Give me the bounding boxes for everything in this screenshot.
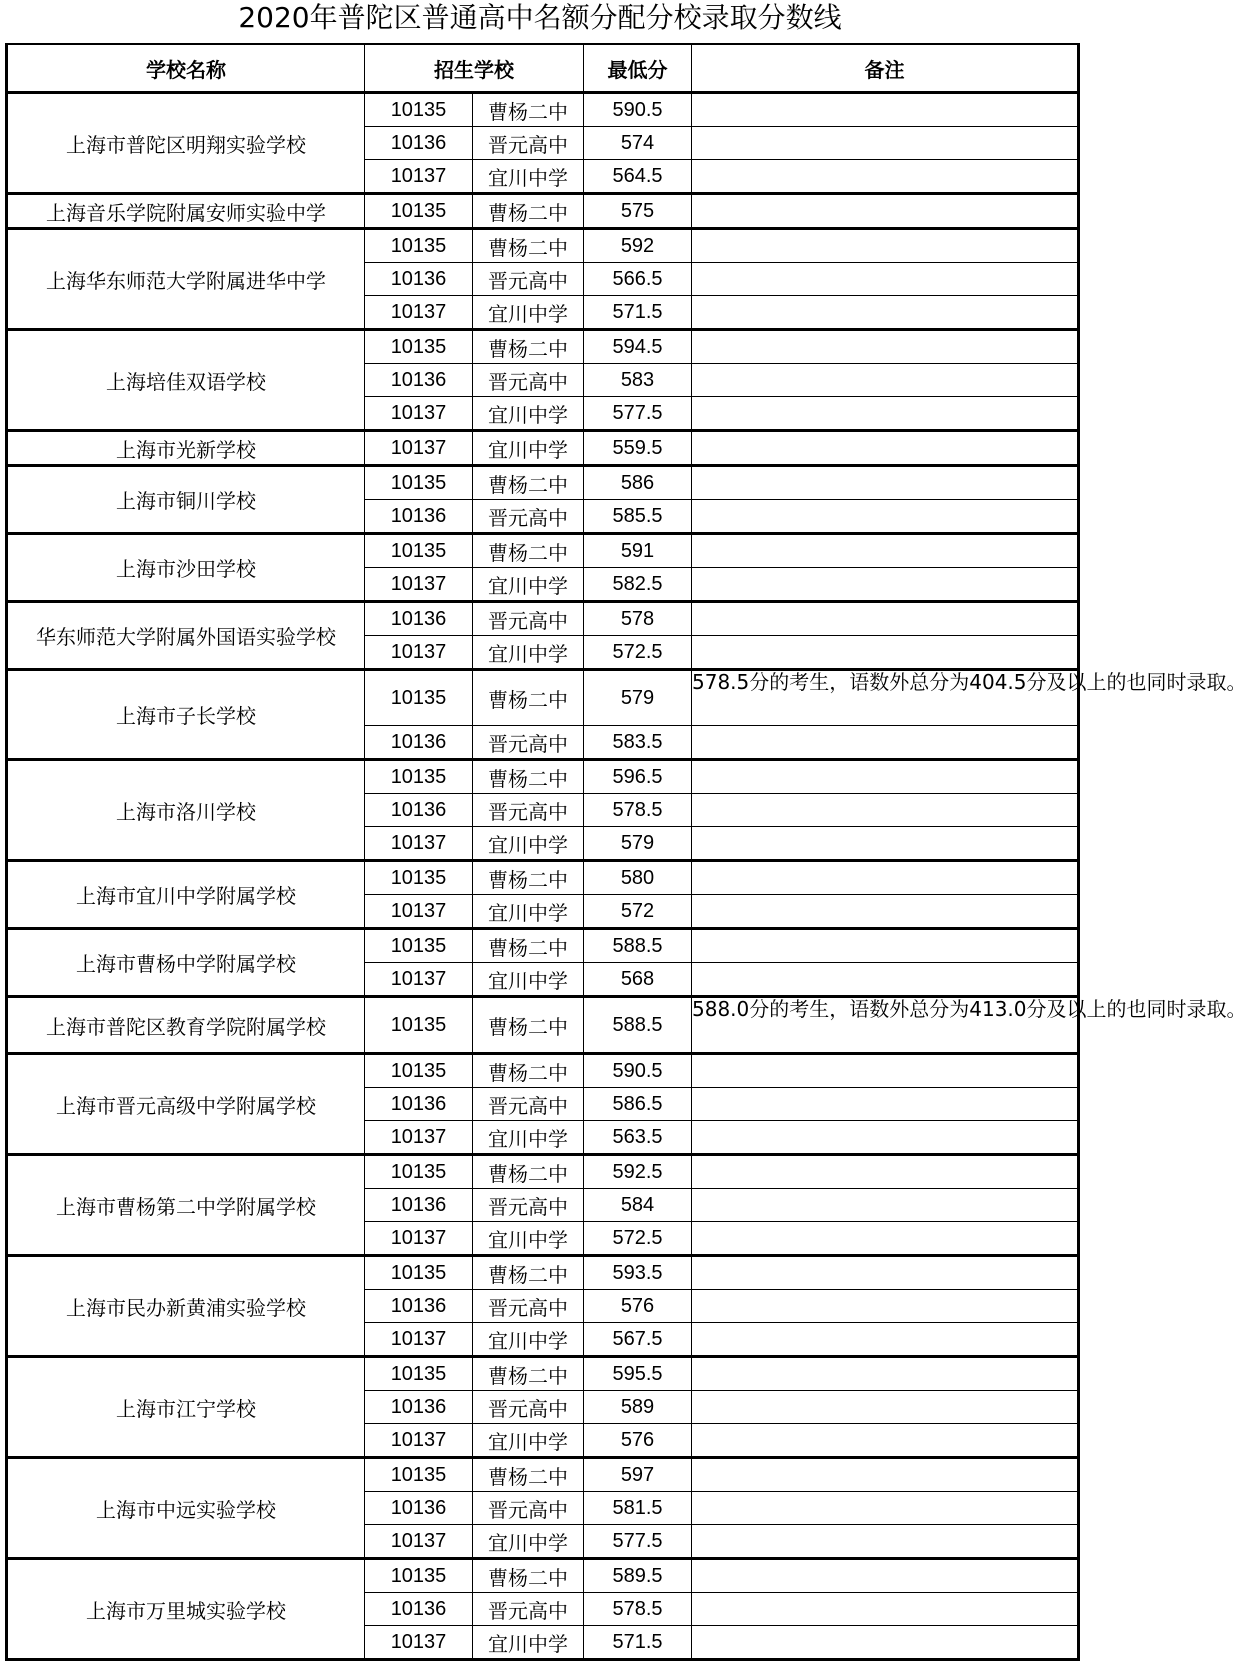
remarks-cell [692, 1424, 1079, 1458]
min-score-cell: 588.5 [584, 929, 692, 963]
school-code-cell: 10136 [365, 726, 473, 760]
table-row [7, 534, 1079, 568]
remarks-cell [692, 568, 1079, 602]
admitting-school-cell: 宜川中学 [473, 895, 584, 929]
admitting-school-cell: 曹杨二中 [473, 330, 584, 364]
min-score-cell: 572.5 [584, 636, 692, 670]
school-code-cell: 10136 [365, 602, 473, 636]
school-code-cell: 10137 [365, 827, 473, 861]
min-score-cell: 577.5 [584, 1525, 692, 1559]
min-score-cell: 559.5 [584, 431, 692, 466]
remarks-cell [692, 1323, 1079, 1357]
header-school-name: 学校名称 [7, 44, 365, 93]
school-code-cell: 10137 [365, 963, 473, 997]
admitting-school-cell: 晋元高中 [473, 726, 584, 760]
school-name-cell: 上海市江宁学校 [7, 1357, 365, 1458]
school-group [7, 1559, 1079, 1660]
admitting-school-cell: 宜川中学 [473, 397, 584, 431]
school-code-cell: 10136 [365, 1088, 473, 1121]
admitting-school-cell: 宜川中学 [473, 963, 584, 997]
admitting-school-cell: 晋元高中 [473, 1593, 584, 1626]
admitting-school-cell: 曹杨二中 [473, 1458, 584, 1492]
min-score-cell: 579 [584, 827, 692, 861]
admitting-school-cell: 晋元高中 [473, 794, 584, 827]
min-score-cell: 571.5 [584, 1626, 692, 1660]
remarks-cell [692, 1189, 1079, 1222]
school-name-cell: 上海市宜川中学附属学校 [7, 861, 365, 929]
school-code-cell: 10137 [365, 1121, 473, 1155]
school-group [7, 466, 1079, 534]
school-code-cell: 10135 [365, 1155, 473, 1189]
school-code-cell: 10135 [365, 1256, 473, 1290]
school-code-cell: 10136 [365, 1290, 473, 1323]
school-group [7, 194, 1079, 229]
school-group [7, 1357, 1079, 1458]
min-score-cell: 590.5 [584, 93, 692, 127]
admitting-school-cell: 晋元高中 [473, 364, 584, 397]
school-code-cell: 10135 [365, 670, 473, 726]
remarks-cell [692, 93, 1079, 127]
admitting-school-cell: 曹杨二中 [473, 1559, 584, 1593]
min-score-cell: 567.5 [584, 1323, 692, 1357]
school-name-cell: 上海市沙田学校 [7, 534, 365, 602]
school-name-cell: 上海培佳双语学校 [7, 330, 365, 431]
remarks-cell [692, 431, 1079, 466]
school-name-cell: 上海市中远实验学校 [7, 1458, 365, 1559]
table-header-row [7, 44, 1079, 93]
remarks-cell [692, 602, 1079, 636]
school-code-cell: 10137 [365, 1424, 473, 1458]
table-row [7, 861, 1079, 895]
min-score-cell: 576 [584, 1424, 692, 1458]
school-name-cell: 上海市洛川学校 [7, 760, 365, 861]
school-group [7, 1256, 1079, 1357]
remarks-cell [692, 263, 1079, 296]
school-code-cell: 10137 [365, 1525, 473, 1559]
admitting-school-cell: 宜川中学 [473, 296, 584, 330]
school-code-cell: 10137 [365, 636, 473, 670]
admitting-school-cell: 宜川中学 [473, 568, 584, 602]
remarks-cell [692, 1492, 1079, 1525]
admitting-school-cell: 宜川中学 [473, 1121, 584, 1155]
admitting-school-cell: 宜川中学 [473, 636, 584, 670]
remarks-cell [692, 229, 1079, 263]
admitting-school-cell: 曹杨二中 [473, 760, 584, 794]
remarks-cell [692, 127, 1079, 160]
school-code-cell: 10135 [365, 194, 473, 229]
header-remarks: 备注 [692, 44, 1079, 93]
min-score-cell: 584 [584, 1189, 692, 1222]
remarks-cell [692, 929, 1079, 963]
remarks-cell [692, 466, 1079, 500]
min-score-cell: 578 [584, 602, 692, 636]
remarks-cell: 578.5分的考生，语数外总分为404.5分及以上的也同时录取。 [692, 670, 1079, 726]
admitting-school-cell: 宜川中学 [473, 160, 584, 194]
admitting-school-cell: 曹杨二中 [473, 1357, 584, 1391]
school-name-cell: 上海市普陀区明翔实验学校 [7, 93, 365, 194]
school-code-cell: 10135 [365, 929, 473, 963]
table-row [7, 1054, 1079, 1088]
min-score-cell: 585.5 [584, 500, 692, 534]
min-score-cell: 578.5 [584, 794, 692, 827]
admitting-school-cell: 宜川中学 [473, 1525, 584, 1559]
table-row [7, 760, 1079, 794]
remarks-cell [692, 1290, 1079, 1323]
admitting-school-cell: 曹杨二中 [473, 1054, 584, 1088]
school-code-cell: 10136 [365, 1593, 473, 1626]
admitting-school-cell: 宜川中学 [473, 1222, 584, 1256]
min-score-cell: 588.5 [584, 997, 692, 1054]
table-row [7, 602, 1079, 636]
admitting-school-cell: 曹杨二中 [473, 194, 584, 229]
remarks-cell [692, 760, 1079, 794]
admitting-school-cell: 晋元高中 [473, 1290, 584, 1323]
school-group [7, 1155, 1079, 1256]
min-score-cell: 596.5 [584, 760, 692, 794]
remarks-cell [692, 1391, 1079, 1424]
min-score-cell: 568 [584, 963, 692, 997]
admitting-school-cell: 宜川中学 [473, 431, 584, 466]
table-row [7, 229, 1079, 263]
school-code-cell: 10137 [365, 1222, 473, 1256]
school-group [7, 1458, 1079, 1559]
school-group [7, 929, 1079, 997]
remarks-cell [692, 160, 1079, 194]
admitting-school-cell: 晋元高中 [473, 1189, 584, 1222]
min-score-cell: 576 [584, 1290, 692, 1323]
admitting-school-cell: 宜川中学 [473, 1323, 584, 1357]
remarks-cell [692, 794, 1079, 827]
school-code-cell: 10137 [365, 895, 473, 929]
admitting-school-cell: 晋元高中 [473, 1088, 584, 1121]
school-code-cell: 10136 [365, 1189, 473, 1222]
school-code-cell: 10135 [365, 1357, 473, 1391]
min-score-cell: 579 [584, 670, 692, 726]
school-name-cell: 华东师范大学附属外国语实验学校 [7, 602, 365, 670]
school-code-cell: 10137 [365, 1626, 473, 1660]
school-code-cell: 10137 [365, 397, 473, 431]
remarks-cell [692, 330, 1079, 364]
remarks-cell [692, 1559, 1079, 1593]
school-name-cell: 上海市子长学校 [7, 670, 365, 760]
min-score-cell: 572 [584, 895, 692, 929]
school-code-cell: 10135 [365, 1559, 473, 1593]
min-score-cell: 592 [584, 229, 692, 263]
table-row [7, 997, 1079, 1054]
school-group [7, 330, 1079, 431]
header-admitting-school: 招生学校 [365, 44, 584, 93]
remarks-cell [692, 364, 1079, 397]
min-score-cell: 574 [584, 127, 692, 160]
school-code-cell: 10136 [365, 263, 473, 296]
table-row [7, 431, 1079, 466]
school-code-cell: 10137 [365, 431, 473, 466]
admitting-school-cell: 曹杨二中 [473, 997, 584, 1054]
school-name-cell: 上海市曹杨第二中学附属学校 [7, 1155, 365, 1256]
school-group [7, 93, 1079, 194]
table-row [7, 670, 1079, 726]
min-score-cell: 595.5 [584, 1357, 692, 1391]
school-code-cell: 10137 [365, 1323, 473, 1357]
school-group [7, 760, 1079, 861]
remarks-cell [692, 827, 1079, 861]
school-name-cell: 上海音乐学院附属安师实验中学 [7, 194, 365, 229]
min-score-cell: 590.5 [584, 1054, 692, 1088]
min-score-cell: 564.5 [584, 160, 692, 194]
school-group [7, 431, 1079, 466]
min-score-cell: 589 [584, 1391, 692, 1424]
min-score-cell: 580 [584, 861, 692, 895]
min-score-cell: 593.5 [584, 1256, 692, 1290]
admitting-school-cell: 宜川中学 [473, 827, 584, 861]
school-code-cell: 10137 [365, 160, 473, 194]
table-row [7, 466, 1079, 500]
school-name-cell: 上海市民办新黄浦实验学校 [7, 1256, 365, 1357]
school-code-cell: 10136 [365, 1492, 473, 1525]
header-min-score: 最低分 [584, 44, 692, 93]
school-code-cell: 10137 [365, 296, 473, 330]
remarks-cell [692, 636, 1079, 670]
school-code-cell: 10136 [365, 500, 473, 534]
remarks-cell [692, 1088, 1079, 1121]
school-code-cell: 10135 [365, 330, 473, 364]
remarks-cell [692, 1458, 1079, 1492]
school-code-cell: 10137 [365, 568, 473, 602]
admitting-school-cell: 曹杨二中 [473, 1256, 584, 1290]
table-row [7, 1155, 1079, 1189]
admitting-school-cell: 晋元高中 [473, 602, 584, 636]
table-row [7, 929, 1079, 963]
school-name-cell: 上海华东师范大学附属进华中学 [7, 229, 365, 330]
min-score-cell: 591 [584, 534, 692, 568]
school-name-cell: 上海市曹杨中学附属学校 [7, 929, 365, 997]
min-score-cell: 582.5 [584, 568, 692, 602]
remarks-cell [692, 534, 1079, 568]
school-code-cell: 10135 [365, 1054, 473, 1088]
min-score-cell: 597 [584, 1458, 692, 1492]
remarks-cell [692, 1155, 1079, 1189]
school-group [7, 861, 1079, 929]
school-code-cell: 10135 [365, 1458, 473, 1492]
remarks-cell [692, 1593, 1079, 1626]
page-title: 2020年普陀区普通高中名额分配分校录取分数线 [238, 1, 842, 34]
remarks-cell [692, 726, 1079, 760]
min-score-cell: 583.5 [584, 726, 692, 760]
school-code-cell: 10136 [365, 364, 473, 397]
school-code-cell: 10136 [365, 127, 473, 160]
school-code-cell: 10135 [365, 466, 473, 500]
admitting-school-cell: 晋元高中 [473, 1391, 584, 1424]
school-group [7, 229, 1079, 330]
min-score-cell: 577.5 [584, 397, 692, 431]
admitting-school-cell: 宜川中学 [473, 1424, 584, 1458]
school-name-cell: 上海市光新学校 [7, 431, 365, 466]
table-row [7, 1357, 1079, 1391]
remarks-cell [692, 1626, 1079, 1660]
min-score-cell: 589.5 [584, 1559, 692, 1593]
admitting-school-cell: 曹杨二中 [473, 1155, 584, 1189]
school-group [7, 602, 1079, 670]
school-group [7, 534, 1079, 602]
admitting-school-cell: 曹杨二中 [473, 929, 584, 963]
min-score-cell: 578.5 [584, 1593, 692, 1626]
school-name-cell: 上海市晋元高级中学附属学校 [7, 1054, 365, 1155]
admission-score-table [5, 43, 1247, 1661]
min-score-cell: 581.5 [584, 1492, 692, 1525]
remarks-cell [692, 1054, 1079, 1088]
min-score-cell: 586.5 [584, 1088, 692, 1121]
admitting-school-cell: 曹杨二中 [473, 534, 584, 568]
remarks-cell [692, 1256, 1079, 1290]
admitting-school-cell: 晋元高中 [473, 1492, 584, 1525]
admitting-school-cell: 曹杨二中 [473, 229, 584, 263]
school-name-cell: 上海市普陀区教育学院附属学校 [7, 997, 365, 1054]
remarks-cell [692, 500, 1079, 534]
min-score-cell: 575 [584, 194, 692, 229]
school-group [7, 997, 1247, 1054]
school-code-cell: 10135 [365, 534, 473, 568]
school-group [7, 670, 1247, 760]
school-code-cell: 10135 [365, 229, 473, 263]
school-code-cell: 10135 [365, 861, 473, 895]
remarks-cell [692, 296, 1079, 330]
admitting-school-cell: 曹杨二中 [473, 93, 584, 127]
table-row [7, 330, 1079, 364]
school-code-cell: 10136 [365, 794, 473, 827]
table-row [7, 1559, 1079, 1593]
min-score-cell: 572.5 [584, 1222, 692, 1256]
table-row [7, 194, 1079, 229]
table-row [7, 1256, 1079, 1290]
admitting-school-cell: 晋元高中 [473, 263, 584, 296]
school-name-cell: 上海市万里城实验学校 [7, 1559, 365, 1660]
admitting-school-cell: 曹杨二中 [473, 861, 584, 895]
admitting-school-cell: 曹杨二中 [473, 466, 584, 500]
admitting-school-cell: 曹杨二中 [473, 670, 584, 726]
remarks-cell [692, 397, 1079, 431]
school-group [7, 1054, 1079, 1155]
admitting-school-cell: 宜川中学 [473, 1626, 584, 1660]
remarks-cell [692, 1222, 1079, 1256]
remarks-cell [692, 861, 1079, 895]
table-row [7, 1458, 1079, 1492]
remarks-cell [692, 1525, 1079, 1559]
school-code-cell: 10135 [365, 997, 473, 1054]
school-name-cell: 上海市铜川学校 [7, 466, 365, 534]
remarks-cell [692, 1357, 1079, 1391]
remarks-cell [692, 963, 1079, 997]
admitting-school-cell: 晋元高中 [473, 500, 584, 534]
school-code-cell: 10135 [365, 93, 473, 127]
remarks-cell [692, 1121, 1079, 1155]
table-row [7, 93, 1079, 127]
admitting-school-cell: 晋元高中 [473, 127, 584, 160]
min-score-cell: 586 [584, 466, 692, 500]
min-score-cell: 566.5 [584, 263, 692, 296]
school-code-cell: 10135 [365, 760, 473, 794]
min-score-cell: 583 [584, 364, 692, 397]
min-score-cell: 571.5 [584, 296, 692, 330]
min-score-cell: 592.5 [584, 1155, 692, 1189]
remarks-cell: 588.0分的考生，语数外总分为413.0分及以上的也同时录取。 [692, 997, 1079, 1054]
remarks-cell [692, 895, 1079, 929]
min-score-cell: 594.5 [584, 330, 692, 364]
remarks-cell [692, 194, 1079, 229]
school-code-cell: 10136 [365, 1391, 473, 1424]
min-score-cell: 563.5 [584, 1121, 692, 1155]
